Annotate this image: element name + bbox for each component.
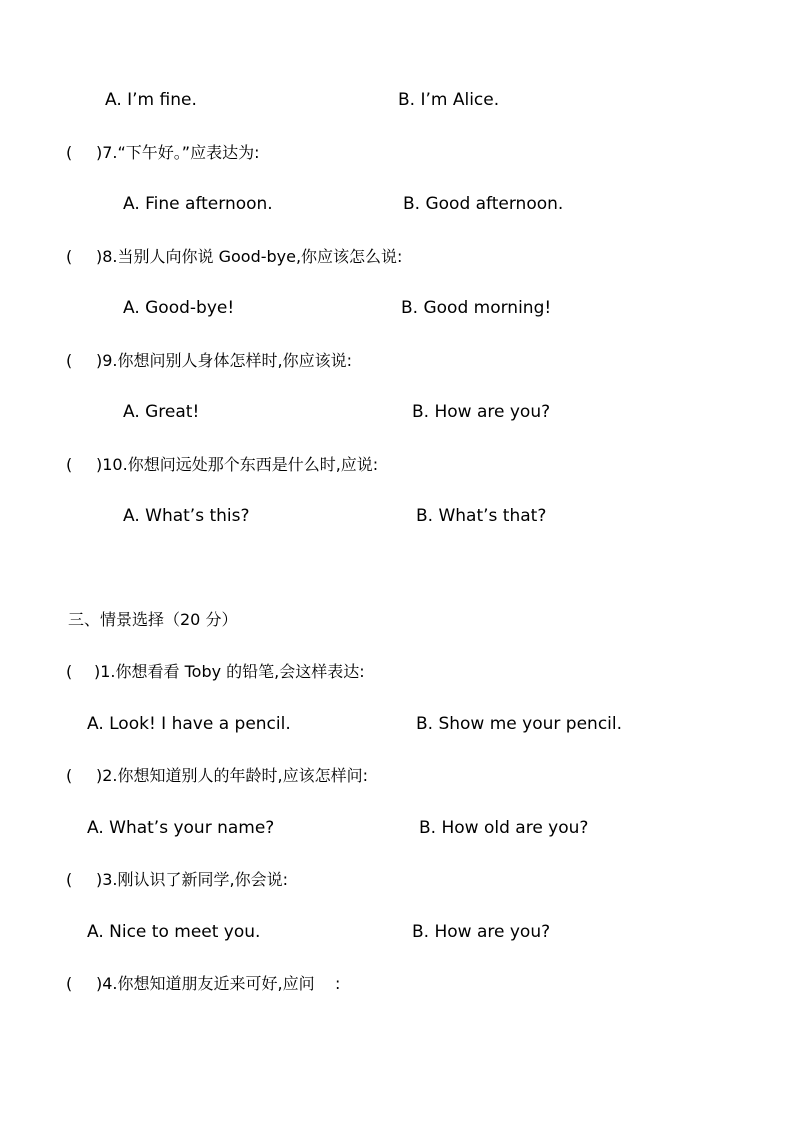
p3-question-4 bbox=[66, 974, 340, 994]
q9-option-a: A. Great! bbox=[123, 402, 200, 422]
question-9 bbox=[66, 351, 352, 371]
answer-paren[interactable]: ( bbox=[66, 143, 73, 162]
q6-option-b: B. I’m Alice. bbox=[398, 90, 500, 110]
question-8-stem: )8.当别人向你说 Good-bye,你应该怎么说: bbox=[96, 247, 403, 266]
p3-question-3-stem: )3.刚认识了新同学,你会说: bbox=[96, 870, 288, 889]
q7-option-a: A. Fine afternoon. bbox=[123, 194, 273, 214]
question-9-stem: )9.你想问别人身体怎样时,你应该说: bbox=[96, 351, 352, 370]
q10-option-b: B. What’s that? bbox=[416, 506, 547, 526]
p3-q1-option-a: A. Look! I have a pencil. bbox=[87, 714, 291, 734]
answer-paren[interactable]: ( bbox=[66, 455, 73, 474]
p3-question-2-stem: )2.你想知道别人的年龄时,应该怎样问: bbox=[96, 766, 368, 785]
p3-question-1-stem: )1.你想看看 Toby 的铅笔,会这样表达: bbox=[94, 662, 365, 681]
p3-question-1 bbox=[66, 662, 365, 682]
section-title: 三、情景选择（20 分） bbox=[68, 610, 238, 629]
p3-q1-option-b: B. Show me your pencil. bbox=[416, 714, 623, 734]
q9-option-b: B. How are you? bbox=[412, 402, 551, 422]
answer-paren[interactable]: ( bbox=[66, 351, 73, 370]
q8-option-b: B. Good morning! bbox=[401, 298, 552, 318]
q6-option-a: A. I’m fine. bbox=[105, 90, 197, 110]
p3-q3-option-b: B. How are you? bbox=[412, 922, 551, 942]
q8-option-a: A. Good-bye! bbox=[123, 298, 235, 318]
answer-paren[interactable]: ( bbox=[66, 974, 73, 993]
question-10-stem: )10.你想问远处那个东西是什么时,应说: bbox=[96, 455, 379, 474]
question-10 bbox=[66, 455, 378, 475]
p3-question-2 bbox=[66, 766, 368, 786]
p3-q2-option-b: B. How old are you? bbox=[419, 818, 589, 838]
p3-q2-option-a: A. What’s your name? bbox=[87, 818, 275, 838]
question-7 bbox=[66, 143, 259, 163]
p3-question-3 bbox=[66, 870, 288, 890]
answer-paren[interactable]: ( bbox=[66, 870, 73, 889]
answer-paren[interactable]: ( bbox=[66, 766, 73, 785]
answer-paren[interactable]: ( bbox=[66, 662, 73, 681]
q7-option-b: B. Good afternoon. bbox=[403, 194, 564, 214]
p3-question-4-stem: )4.你想知道朋友近来可好,应问 : bbox=[96, 974, 341, 993]
p3-q3-option-a: A. Nice to meet you. bbox=[87, 922, 261, 942]
question-8 bbox=[66, 247, 402, 267]
question-7-stem: )7.“下午好。”应表达为: bbox=[96, 143, 260, 162]
q10-option-a: A. What’s this? bbox=[123, 506, 250, 526]
answer-paren[interactable]: ( bbox=[66, 247, 73, 266]
